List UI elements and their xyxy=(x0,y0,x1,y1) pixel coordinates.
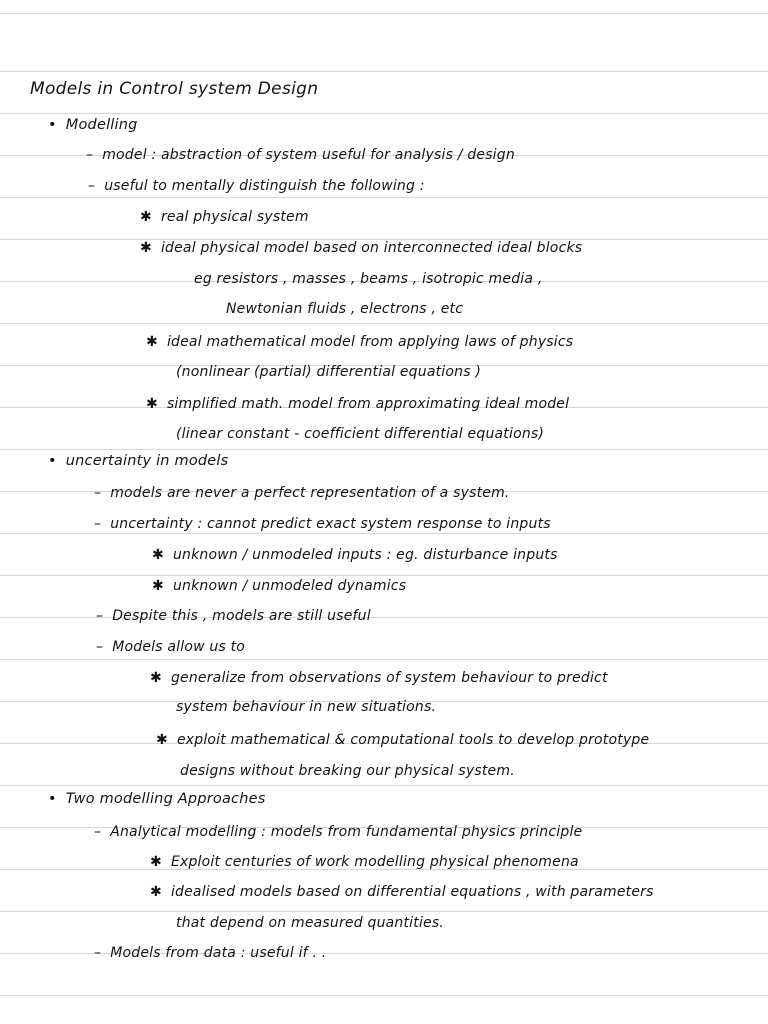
note-line xyxy=(150,883,654,901)
note-text: real physical system xyxy=(160,209,309,225)
dash-icon: – xyxy=(96,608,104,624)
note-line xyxy=(152,546,558,564)
note-line xyxy=(96,638,245,656)
note-text: Newtonian fluids , electrons , etc xyxy=(226,301,464,317)
note-text: model : abstraction of system useful for analysis / design xyxy=(102,147,515,163)
note-line xyxy=(88,177,425,195)
note-line xyxy=(146,333,573,351)
note-line xyxy=(226,300,463,318)
note-line xyxy=(194,270,542,288)
note-line xyxy=(150,853,579,871)
note-text: system behaviour in new situations. xyxy=(176,699,437,715)
note-text: that depend on measured quantities. xyxy=(176,915,445,931)
bullet-icon: • xyxy=(48,453,57,469)
note-text: Models allow us to xyxy=(112,639,246,655)
note-line xyxy=(176,425,544,443)
note-line xyxy=(140,208,309,226)
asterisk-icon: ✱ xyxy=(140,209,152,225)
note-line xyxy=(96,607,371,625)
page-title: Models in Control system Design xyxy=(30,79,319,99)
note-text: simplified math. model from approximating ideal model xyxy=(166,396,570,412)
note-line xyxy=(86,146,515,164)
note-line xyxy=(94,484,510,502)
note-text: Despite this , models are still useful xyxy=(112,608,371,624)
asterisk-icon: ✱ xyxy=(150,670,162,686)
note-line xyxy=(48,790,265,808)
note-text: Analytical modelling : models from fundamental physics principle xyxy=(110,824,583,840)
note-text: Two modelling Approaches xyxy=(65,791,266,807)
note-text: ideal physical model based on interconnected ideal blocks xyxy=(160,240,583,256)
note-text: ideal mathematical model from applying laws of physics xyxy=(166,334,574,350)
note-text: Modelling xyxy=(65,117,138,133)
note-text: uncertainty in models xyxy=(65,453,229,469)
note-line xyxy=(152,577,406,595)
note-text: designs without breaking our physical system. xyxy=(180,763,515,779)
note-text: useful to mentally distinguish the following : xyxy=(104,178,425,194)
note-line xyxy=(150,669,608,687)
note-text: Models from data : useful if . . xyxy=(110,945,327,961)
dash-icon: – xyxy=(94,945,102,961)
note-line xyxy=(48,452,228,470)
asterisk-icon: ✱ xyxy=(150,854,162,870)
note-text: eg resistors , masses , beams , isotropic media , xyxy=(194,271,543,287)
asterisk-icon: ✱ xyxy=(152,578,164,594)
note-line xyxy=(176,363,481,381)
note-line xyxy=(176,914,444,932)
asterisk-icon: ✱ xyxy=(152,547,164,563)
dash-icon: – xyxy=(86,147,94,163)
note-line xyxy=(146,395,569,413)
asterisk-icon: ✱ xyxy=(146,334,158,350)
note-text: idealised models based on differential equations , with parameters xyxy=(170,884,654,900)
note-line xyxy=(94,823,582,841)
note-text: generalize from observations of system behaviour to predict xyxy=(170,670,608,686)
dash-icon: – xyxy=(94,824,102,840)
note-text: (nonlinear (partial) differential equations ) xyxy=(176,364,482,380)
asterisk-icon: ✱ xyxy=(150,884,162,900)
asterisk-icon: ✱ xyxy=(156,732,168,748)
bullet-icon: • xyxy=(48,117,57,133)
bullet-icon: • xyxy=(48,791,57,807)
dash-icon: – xyxy=(94,485,102,501)
note-text: unknown / unmodeled inputs : eg. disturbance inputs xyxy=(172,547,558,563)
dash-icon: – xyxy=(88,178,96,194)
asterisk-icon: ✱ xyxy=(146,396,158,412)
note-line xyxy=(156,731,649,749)
dash-icon: – xyxy=(94,516,102,532)
asterisk-icon: ✱ xyxy=(140,240,152,256)
note-text: unknown / unmodeled dynamics xyxy=(172,578,407,594)
note-line xyxy=(176,698,436,716)
note-line xyxy=(94,515,551,533)
note-line xyxy=(94,944,326,962)
note-text: exploit mathematical & computational tools to develop prototype xyxy=(176,732,650,748)
note-text: (linear constant - coefficient differential equations) xyxy=(176,426,545,442)
note-line xyxy=(140,239,582,257)
note-text: models are never a perfect representation of a system. xyxy=(110,485,510,501)
note-text: Exploit centuries of work modelling physical phenomena xyxy=(170,854,579,870)
note-line xyxy=(48,116,138,134)
dash-icon: – xyxy=(96,639,104,655)
note-text: uncertainty : cannot predict exact system response to inputs xyxy=(110,516,551,532)
note-line xyxy=(180,762,515,780)
